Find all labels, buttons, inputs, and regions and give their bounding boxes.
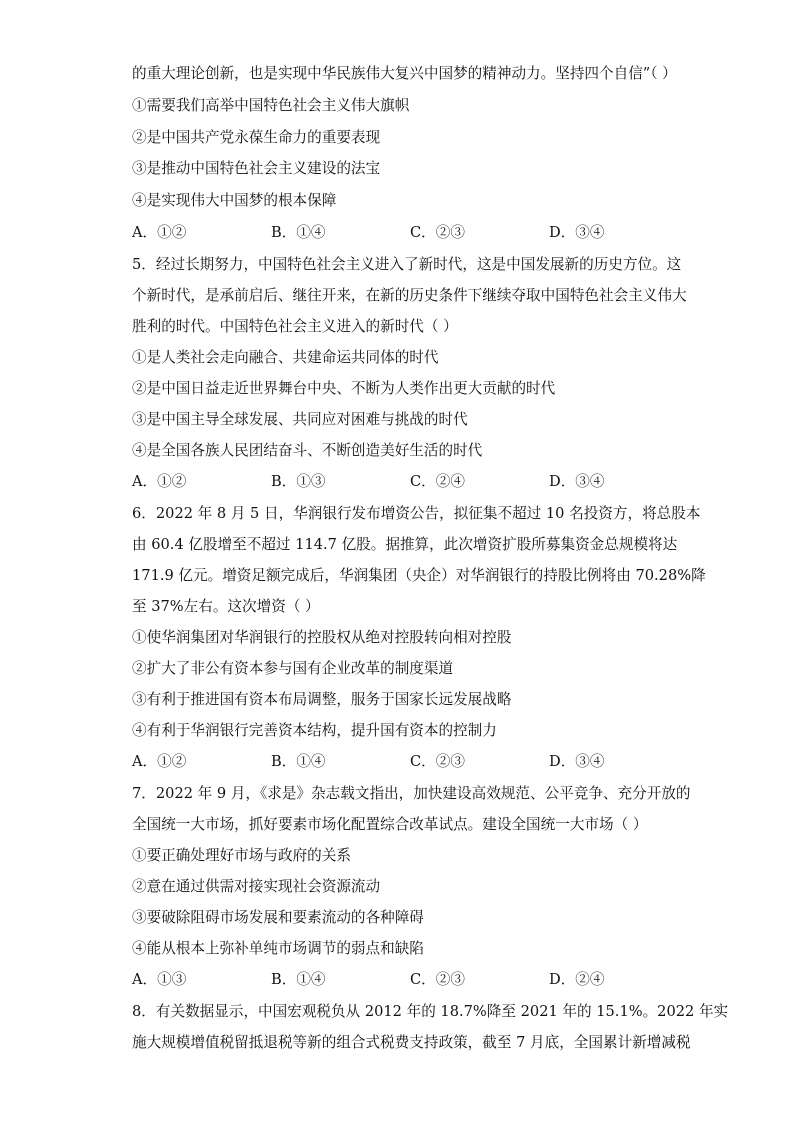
q5-statement-2: ②是中国日益走近世界舞台中央、不断为人类作出更大贡献的时代 bbox=[132, 380, 556, 397]
q4-option-b[interactable]: B．①④ bbox=[271, 224, 326, 241]
q7-statement-2: ②意在通过供需对接实现社会资源流动 bbox=[132, 878, 381, 895]
q5-statement-1: ①是人类社会走向融合、共建命运共同体的时代 bbox=[132, 349, 439, 366]
q5-statement-3: ③是中国主导全球发展、共同应对困难与挑战的时代 bbox=[132, 411, 468, 428]
q6-statement-2: ②扩大了非公有资本参与国有企业改革的制度渠道 bbox=[132, 660, 454, 677]
q6-stem-line-2: 由 60.4 亿股增至不超过 114.7 亿股。据推算，此次增资扩股所募集资金总规模将达 bbox=[132, 536, 678, 553]
q5-stem-line-3: 胜利的时代。中国特色社会主义进入的新时代（ ） bbox=[132, 318, 458, 335]
q7-stem-line-2: 全国统一大市场，抓好要素市场化配置综合改革试点。建设全国统一大市场（ ） bbox=[132, 816, 648, 833]
q6-stem-line-1: 6．2022 年 8 月 5 日，华润银行发布增资公告，拟征集不超过 10 名投资方，将总股本 bbox=[132, 505, 701, 522]
q4-statement-3: ③是推动中国特色社会主义建设的法宝 bbox=[132, 160, 381, 177]
q6-option-d[interactable]: D．③④ bbox=[549, 753, 605, 770]
q4-option-c[interactable]: C．②③ bbox=[410, 224, 465, 241]
q4-statement-1: ①需要我们高举中国特色社会主义伟大旗帜 bbox=[132, 97, 410, 114]
q4-statement-4: ④是实现伟大中国梦的根本保障 bbox=[132, 192, 337, 209]
q6-stem-line-4: 至 37%左右。这次增资（ ） bbox=[132, 598, 320, 615]
q7-option-b[interactable]: B．①④ bbox=[271, 971, 326, 988]
q5-statement-4: ④是全国各族人民团结奋斗、不断创造美好生活的时代 bbox=[132, 442, 483, 459]
q5-stem-line-1: 5．经过长期努力，中国特色社会主义进入了新时代，这是中国发展新的历史方位。这 bbox=[132, 256, 682, 273]
q6-option-b[interactable]: B．①④ bbox=[271, 753, 326, 770]
q5-option-c[interactable]: C．②④ bbox=[410, 473, 465, 490]
q7-option-c[interactable]: C．②③ bbox=[410, 971, 465, 988]
q6-stem-line-3: 171.9 亿元。增资足额完成后，华润集团（央企）对华润银行的持股比例将由 70.28%降 bbox=[132, 567, 706, 584]
q6-option-c[interactable]: C．②③ bbox=[410, 753, 465, 770]
q4-option-a[interactable]: A．①② bbox=[132, 224, 187, 241]
q7-stem-line-1: 7．2022 年 9 月，《求是》杂志载文指出，加快建设高效规范、公平竞争、充分开放的 bbox=[132, 785, 691, 802]
intro-line: 的重大理论创新，也是实现中华民族伟大复兴中国梦的精神动力。坚持四个自信”（ ） bbox=[132, 65, 677, 82]
q4-option-d[interactable]: D．③④ bbox=[549, 224, 605, 241]
q7-option-a[interactable]: A．①③ bbox=[132, 971, 187, 988]
q8-stem-line-1: 8．有关数据显示，中国宏观税负从 2012 年的 18.7%降至 2021 年的 15.1%。2022 年实 bbox=[132, 1003, 729, 1020]
q7-option-d[interactable]: D．②④ bbox=[549, 971, 605, 988]
q5-option-b[interactable]: B．①③ bbox=[271, 473, 326, 490]
q4-statement-2: ②是中国共产党永葆生命力的重要表现 bbox=[132, 129, 381, 146]
q6-statement-4: ④有利于华润银行完善资本结构，提升国有资本的控制力 bbox=[132, 722, 497, 739]
q7-statement-4: ④能从根本上弥补单纯市场调节的弱点和缺陷 bbox=[132, 940, 424, 957]
q7-statement-3: ③要破除阻碍市场发展和要素流动的各种障碍 bbox=[132, 909, 424, 926]
q6-option-a[interactable]: A．①② bbox=[132, 753, 187, 770]
q6-statement-3: ③有利于推进国有资本布局调整，服务于国家长远发展战略 bbox=[132, 691, 512, 708]
q5-stem-line-2: 个新时代，是承前启后、继往开来，在新的历史条件下继续夺取中国特色社会主义伟大 bbox=[132, 287, 687, 304]
q5-option-d[interactable]: D．③④ bbox=[549, 473, 605, 490]
q7-statement-1: ①要正确处理好市场与政府的关系 bbox=[132, 847, 351, 864]
q6-statement-1: ①使华润集团对华润银行的控股权从绝对控股转向相对控股 bbox=[132, 629, 512, 646]
q8-stem-line-2: 施大规模增值税留抵退税等新的组合式税费支持政策，截至 7 月底，全国累计新增减税 bbox=[132, 1034, 691, 1051]
q5-option-a[interactable]: A．①② bbox=[132, 473, 187, 490]
